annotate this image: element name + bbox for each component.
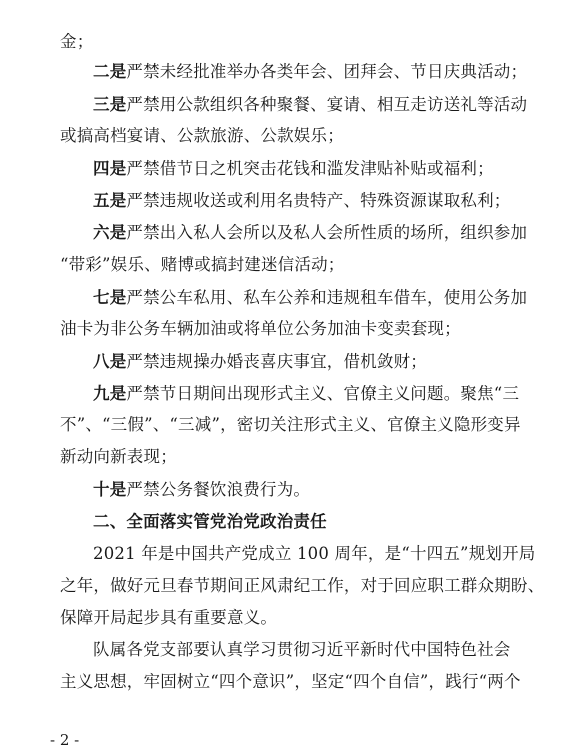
item-prefix: 五是 — [93, 191, 127, 210]
line-text: 金； — [60, 32, 94, 51]
item-four — [93, 158, 520, 180]
item-text: 严禁出入私人会所以及私人会所性质的场所，组织参加 — [126, 223, 528, 242]
text-line — [60, 446, 520, 468]
item-text: 严禁公车私用、私车公养和违规租车借车，使用公务加 — [126, 288, 528, 307]
text-line — [60, 414, 520, 436]
item-text: 严禁节日期间出现形式主义、官僚主义问题。聚焦“三 — [126, 384, 520, 403]
item-prefix: 七是 — [93, 288, 127, 307]
item-text: 严禁用公款组织各种聚餐、宴请、相互走访送礼等活动 — [126, 95, 528, 114]
line-text: 新动向新表现； — [60, 447, 177, 466]
item-text: 严禁公务餐饮浪费行为。 — [126, 480, 311, 499]
item-prefix: 八是 — [93, 352, 127, 371]
text-line — [60, 254, 520, 276]
paragraph-line: 保障开局起步具有重要意义。 — [60, 608, 278, 627]
item-three — [93, 94, 528, 116]
item-text: 严禁违规收送或利用名贵特产、特殊资源谋取私利； — [126, 191, 511, 210]
item-prefix: 六是 — [93, 223, 127, 242]
text-line — [60, 31, 520, 53]
item-five — [93, 190, 520, 212]
page-number: - 2 - — [50, 731, 80, 749]
line-text: 油卡为非公务车辆加油或将单位公务加油卡变卖套现； — [60, 319, 461, 338]
section-heading: 二、全面落实管党治党政治责任 — [93, 512, 327, 531]
line-text: “带彩”娱乐、赌博或搞封建迷信活动； — [60, 255, 345, 274]
line-text: 不”、“三假”、“三减”，密切关注形式主义、官僚主义隐形变异 — [60, 415, 521, 434]
paragraph-line: 主义思想，牢固树立“四个意识”，坚定“四个自信”，践行“两个 — [60, 672, 521, 691]
item-eight — [93, 351, 520, 373]
item-prefix: 二是 — [93, 62, 127, 81]
paragraph-line: 队属各党支部要认真学习贯彻习近平新时代中国特色社会 — [93, 640, 511, 659]
item-prefix: 九是 — [93, 384, 127, 403]
item-seven — [93, 287, 528, 309]
text-line — [60, 125, 520, 147]
item-six — [93, 222, 528, 244]
paragraph-line: 2021 年是中国共产党成立 100 周年，是“十四五”规划开局 — [93, 544, 536, 563]
item-prefix: 三是 — [93, 95, 127, 114]
item-prefix: 十是 — [93, 480, 127, 499]
item-two — [93, 61, 528, 83]
text-line — [60, 318, 520, 340]
item-text: 严禁违规操办婚丧喜庆事宜，借机敛财； — [126, 352, 428, 371]
item-text: 严禁未经批准举办各类年会、团拜会、节日庆典活动； — [126, 62, 528, 81]
item-ten — [93, 479, 520, 501]
item-nine — [93, 383, 520, 405]
paragraph-line: 之年，做好元旦春节期间正风肃纪工作，对于回应职工群众期盼、 — [60, 576, 545, 595]
item-text: 严禁借节日之机突击花钱和滥发津贴补贴或福利； — [126, 159, 494, 178]
line-text: 或搞高档宴请、公款旅游、公款娱乐； — [60, 126, 344, 145]
item-prefix: 四是 — [93, 159, 127, 178]
